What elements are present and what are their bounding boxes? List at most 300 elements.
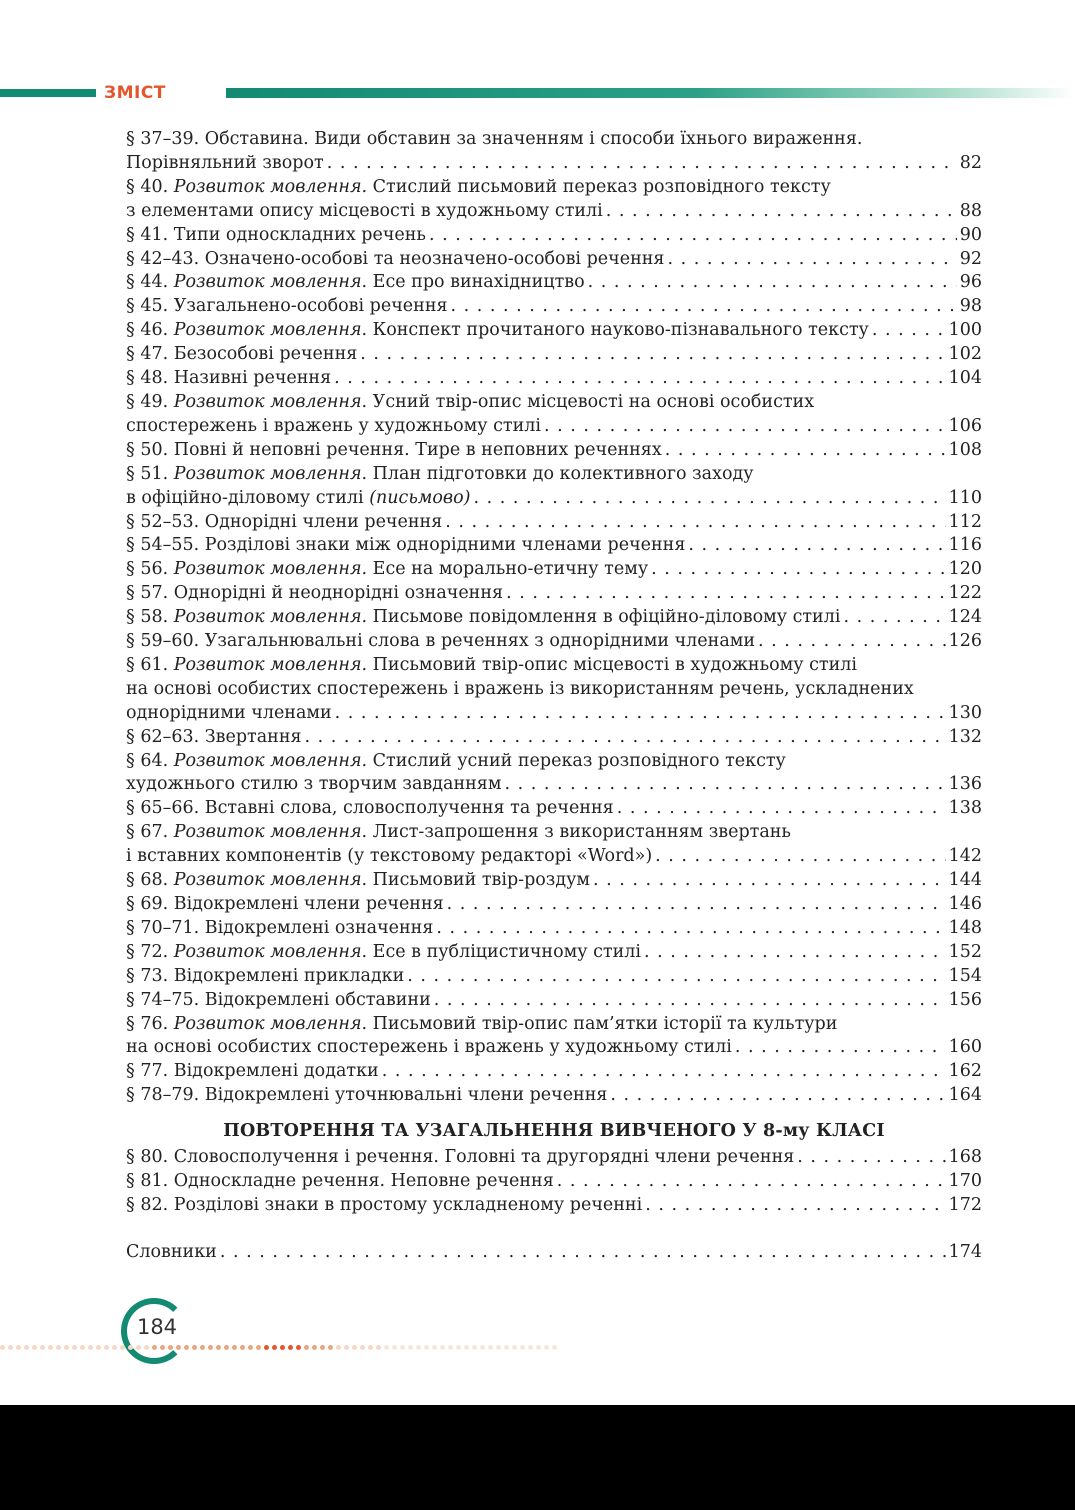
toc-entry-line (126, 654, 982, 678)
toc-entry-title (126, 917, 433, 941)
footer-dot (40, 1345, 45, 1350)
footer-dot (440, 1345, 445, 1350)
footer-dot (104, 1345, 109, 1350)
toc-entry-title (126, 726, 302, 750)
toc-entry-text: § 70–71. Відокремлені означення (126, 917, 434, 938)
toc-entry-title (126, 989, 431, 1013)
toc-entry-text: Есе в публіцистичному стилі (367, 941, 641, 962)
page-ref: 154 (948, 965, 982, 986)
toc-entry (126, 295, 982, 319)
section-number: § 76. (126, 1013, 174, 1034)
page-ref: 142 (948, 846, 982, 867)
toc-entry-last-line (126, 845, 982, 869)
topic-label: Розвиток мовлення. (173, 941, 368, 962)
footer-dot (176, 1345, 181, 1350)
page-ref: 102 (948, 344, 982, 365)
toc-entry-text: Письмове повідомлення в офіційно-діловому стилі (367, 607, 841, 628)
page-ref: 148 (948, 917, 982, 938)
footer-dot (128, 1345, 133, 1350)
page-ref: 100 (948, 320, 982, 341)
topic-label: Розвиток мовлення. (173, 750, 368, 771)
section-number: § 61. (126, 654, 174, 675)
footer-dot (352, 1345, 357, 1350)
toc-entry (126, 630, 982, 654)
dot-leader (447, 893, 946, 917)
dot-leader (334, 367, 945, 391)
page-ref: 82 (959, 152, 982, 173)
toc-entry-title (126, 271, 585, 295)
toc-entry-title (126, 582, 503, 606)
dot-leader (735, 1036, 946, 1060)
toc-entry-text: § 74–75. Відокремлені обставини (126, 989, 431, 1010)
toc-entry-text: § 65–66. Вставні слова, словосполучення та речення (126, 798, 614, 819)
toc-entry-text: Конспект прочитаного науково-пізнавального тексту (367, 320, 869, 341)
page-ref: 136 (948, 774, 982, 795)
toc-entry-text: § 42–43. Означено-особові та неозначено-особові речення (126, 248, 665, 269)
footer-dot (144, 1345, 149, 1350)
toc-entry-text: Лист-запрошення з використанням звертань (367, 822, 791, 843)
dot-leader (436, 917, 945, 941)
footer-dot (496, 1345, 501, 1350)
topic-label: Розвиток мовлення. (173, 463, 368, 484)
page-ref: 146 (948, 894, 982, 914)
dot-leader (327, 152, 957, 176)
page-ref: 126 (948, 631, 982, 652)
footer-dot (312, 1345, 317, 1350)
toc-entry-last-line (126, 869, 982, 893)
page-ref: 96 (959, 272, 982, 293)
toc-entry (126, 1146, 982, 1170)
dot-leader (617, 797, 946, 821)
topic-label: Розвиток мовлення. (173, 654, 368, 675)
page-ref: 164 (948, 1085, 982, 1106)
footer-dotted-line (0, 1342, 560, 1352)
toc-entry-last-line (126, 200, 982, 224)
page-ref: 108 (948, 439, 982, 460)
dot-leader (451, 295, 957, 319)
toc-entry-title (126, 606, 840, 630)
toc-entry-text: Словники (126, 1241, 217, 1262)
toc-entry-title (126, 1060, 379, 1084)
section-number: § 46. (126, 320, 174, 341)
toc-entry (126, 893, 982, 917)
header-bar-left (0, 89, 96, 97)
toc-entry-title (126, 1194, 642, 1218)
footer-dot (400, 1345, 405, 1350)
toc-entry-last-line (126, 893, 982, 917)
toc-entry-title (126, 797, 614, 821)
section-heading: ПОВТОРЕННЯ ТА УЗАГАЛЬНЕННЯ ВИВЧЕНОГО У 8-му КЛАСІ (223, 1121, 885, 1142)
toc-entry (126, 1241, 982, 1265)
toc-entry-text: § 45. Узагальнено-особові речення (126, 296, 448, 317)
page-ref: 170 (948, 1170, 982, 1191)
toc-entry-last-line (126, 224, 982, 248)
toc-entry (126, 128, 982, 176)
topic-label: Розвиток мовлення. (173, 559, 368, 580)
toc-entry (126, 750, 982, 798)
footer-dot (328, 1345, 333, 1350)
toc-entry-last-line (126, 1170, 982, 1194)
footer-dot (136, 1345, 141, 1350)
toc-entry-text: на основі особистих спостережень і вражень у художньому стилі (126, 1037, 732, 1058)
toc-entry-text: Есе про винахідництво (367, 272, 585, 293)
page-ref: 88 (959, 200, 982, 221)
dot-leader (667, 248, 956, 272)
toc-entry-title (126, 845, 652, 869)
toc-entry-text: § 62–63. Звертання (126, 726, 302, 747)
footer-dot (392, 1345, 397, 1350)
toc-entry-last-line (126, 511, 982, 535)
page-number: 184 (136, 1315, 178, 1339)
footer-dot (472, 1345, 477, 1350)
toc-entry-line (126, 750, 982, 774)
dot-leader (544, 415, 946, 439)
toc-entry (126, 1084, 982, 1108)
dot-leader (655, 845, 945, 869)
toc-entry-last-line (126, 343, 982, 367)
section-number: § 44. (126, 272, 174, 293)
toc-entry-title (126, 1084, 607, 1108)
toc-entry-text: Письмовий твір-опис пам’ятки історії та культури (367, 1013, 838, 1034)
toc-entry-text: і вставних компонентів (у текстовому редакторі «Word») (126, 846, 653, 867)
footer-dot (192, 1345, 197, 1350)
page-ref: 160 (948, 1037, 982, 1058)
toc-entry (126, 821, 982, 869)
toc-entry (126, 726, 982, 750)
footer-dot (152, 1345, 157, 1350)
toc-entry-last-line (126, 1146, 982, 1170)
page-ref: 106 (948, 415, 982, 436)
toc-entry (126, 989, 982, 1013)
footer-dot (432, 1345, 437, 1350)
toc-entry-line (126, 176, 982, 200)
page-ref: 138 (948, 798, 982, 819)
toc-entry-note: (письмово) (369, 487, 471, 508)
toc-entry (126, 558, 982, 582)
footer-dot (72, 1345, 77, 1350)
topic-label: Розвиток мовлення. (173, 176, 368, 197)
section-number: § 64. (126, 750, 174, 771)
page-ref: 124 (948, 607, 982, 628)
toc-entry-text: Письмовий твір-роздум (367, 870, 591, 891)
footer-dot (488, 1345, 493, 1350)
dot-leader (665, 439, 946, 463)
footer-dot (0, 1345, 5, 1350)
toc-entry (126, 271, 982, 295)
dot-leader (473, 487, 945, 511)
dot-leader (644, 941, 946, 965)
toc-entry-title (126, 224, 426, 248)
page-ref: 98 (959, 296, 982, 317)
toc-entry-last-line (126, 1084, 982, 1108)
page-ref: 152 (948, 941, 982, 962)
toc-entry-text: § 78–79. Відокремлені уточнювальні члени речення (126, 1085, 608, 1106)
toc-entry-text: § 80. Словосполучення і речення. Головні та другорядні члени речення (126, 1147, 795, 1168)
toc-entry-text: § 52–53. Однорідні члени речення (126, 511, 443, 532)
toc-entry-text: § 54–55. Розділові знаки між однорідними членами речення (126, 535, 686, 556)
page-ref: 112 (948, 511, 982, 532)
footer-dot (88, 1345, 93, 1350)
toc-entry (126, 248, 982, 272)
toc-entry-last-line (126, 1036, 982, 1060)
toc-entry-last-line (126, 726, 982, 750)
footer-dot (96, 1345, 101, 1350)
toc-entry (126, 654, 982, 726)
toc-entry-text: § 41. Типи односкладних речень (126, 224, 426, 245)
dot-leader (429, 224, 957, 248)
toc-entry-line (126, 821, 982, 845)
topic-label: Розвиток мовлення. (173, 607, 368, 628)
toc-entry-last-line (126, 487, 982, 511)
dot-leader (382, 1060, 946, 1084)
footer-dot (224, 1345, 229, 1350)
toc-main-list (126, 128, 982, 1108)
toc-entry-line (126, 1013, 982, 1037)
toc-entry-last-line (126, 1060, 982, 1084)
footer-dot (216, 1345, 221, 1350)
section-number: § 51. (126, 463, 174, 484)
page-ref: 130 (948, 702, 982, 723)
dot-leader (797, 1146, 945, 1170)
page-ref: 104 (948, 368, 982, 389)
toc-entry-text: § 47. Безособові речення (126, 344, 358, 365)
toc-entry-text: § 73. Відокремлені прикладки (126, 965, 405, 986)
dot-leader (504, 773, 945, 797)
dot-leader (360, 343, 945, 367)
table-of-contents (126, 128, 982, 1265)
footer-dot (416, 1345, 421, 1350)
header-bar-right (226, 88, 1075, 98)
toc-entry (126, 367, 982, 391)
toc-entry-last-line (126, 797, 982, 821)
section-number: § 49. (126, 391, 174, 412)
toc-entry-line (126, 678, 982, 702)
dot-leader (305, 726, 946, 750)
footer-dot (344, 1345, 349, 1350)
toc-entry-title (126, 534, 685, 558)
footer-dot (544, 1345, 549, 1350)
section-number: § 72. (126, 941, 174, 962)
toc-entry-title (126, 941, 641, 965)
dot-leader (843, 606, 945, 630)
toc-entry-last-line (126, 773, 982, 797)
toc-entry (126, 534, 982, 558)
toc-entry-title (126, 367, 331, 391)
footer-dot (208, 1345, 213, 1350)
toc-entry (126, 224, 982, 248)
toc-entry (126, 941, 982, 965)
page-ref: 168 (948, 1147, 982, 1168)
footer-dot (56, 1345, 61, 1350)
toc-entry-title (126, 893, 444, 917)
page-ref: 122 (948, 583, 982, 604)
toc-entry (126, 869, 982, 893)
toc-entry-text: § 37–39. Обставина. Види обставин за значенням і способи їхнього вираження. (126, 129, 863, 149)
footer-dot (248, 1345, 253, 1350)
toc-entry-last-line (126, 248, 982, 272)
toc-entry (126, 965, 982, 989)
footer-dot (16, 1345, 21, 1350)
page-ref: 110 (948, 487, 982, 508)
toc-entry-text: з елементами опису місцевості в художньому стилі (126, 200, 603, 221)
dot-leader (445, 511, 945, 535)
toc-entry (126, 917, 982, 941)
dot-leader (335, 702, 946, 726)
toc-entry (126, 511, 982, 535)
page-ref: 92 (959, 248, 982, 269)
toc-entry-text: § 48. Називні речення (126, 368, 332, 389)
toc-entry-title (126, 415, 541, 439)
toc-entry-last-line (126, 1194, 982, 1218)
toc-entry-title (126, 773, 501, 797)
footer-dot (504, 1345, 509, 1350)
dot-leader (606, 200, 957, 224)
toc-entry-last-line (126, 439, 982, 463)
footer-dot (528, 1345, 533, 1350)
toc-entry-text: художнього стилю з творчим завданням (126, 774, 502, 795)
toc-entry-last-line (126, 319, 982, 343)
footer-dot (64, 1345, 69, 1350)
dot-leader (220, 1241, 946, 1265)
toc-dictionary (126, 1241, 982, 1265)
toc-entry (126, 1194, 982, 1218)
footer-dot (520, 1345, 525, 1350)
toc-entry-text: § 81. Односкладне речення. Неповне речення (126, 1170, 554, 1191)
topic-label: Розвиток мовлення. (173, 1013, 368, 1034)
toc-entry-text: § 59–60. Узагальнювальні слова в реченнях з однорідними членами (126, 631, 756, 652)
toc-entry-last-line (126, 1241, 982, 1265)
toc-entry-text: § 69. Відокремлені члени речення (126, 894, 444, 914)
toc-entry-text: однорідними членами (126, 702, 332, 723)
toc-entry-text: Усний твір-опис місцевості на основі особистих (367, 391, 815, 412)
footer-dot (464, 1345, 469, 1350)
footer-dot (536, 1345, 541, 1350)
dot-leader (506, 582, 946, 606)
toc-entry-last-line (126, 534, 982, 558)
toc-entry-text: в офіційно-діловому стилі (126, 487, 370, 508)
toc-entry-text: Порівняльний зворот (126, 152, 324, 173)
footer-dot (288, 1345, 293, 1350)
toc-entry-text: § 82. Розділові знаки в простому ускладненому реченні (126, 1194, 643, 1215)
toc-entry-text: Письмовий твір-опис місцевості в художньому стилі (367, 654, 857, 675)
toc-entry-last-line (126, 295, 982, 319)
header-title: ЗМІСТ (104, 83, 166, 103)
topic-label: Розвиток мовлення. (173, 391, 368, 412)
topic-label: Розвиток мовлення. (173, 822, 368, 843)
toc-entry-title (126, 343, 357, 367)
toc-entry (126, 439, 982, 463)
section-number: § 56. (126, 559, 174, 580)
footer-dot (384, 1345, 389, 1350)
footer-dot (120, 1345, 125, 1350)
toc-entry-title (126, 200, 603, 224)
toc-entry-text: спостережень і вражень у художньому стилі (126, 415, 541, 436)
dot-leader (434, 989, 946, 1013)
dot-leader (688, 534, 945, 558)
page-ref: 156 (948, 989, 982, 1010)
footer-dot (32, 1345, 37, 1350)
footer-dot (112, 1345, 117, 1350)
footer-dot (456, 1345, 461, 1350)
section-number: § 67. (126, 822, 174, 843)
dot-leader (407, 965, 945, 989)
dot-leader (593, 869, 946, 893)
footer-dot (232, 1345, 237, 1350)
footer-dot (240, 1345, 245, 1350)
footer-dot (320, 1345, 325, 1350)
page-ref: 90 (959, 224, 982, 245)
footer-dot (368, 1345, 373, 1350)
dot-leader (645, 1194, 945, 1218)
section-number: § 58. (126, 607, 174, 628)
toc-entry-last-line (126, 367, 982, 391)
toc-entry (126, 463, 982, 511)
toc-entry-last-line (126, 558, 982, 582)
toc-entry-title (126, 558, 648, 582)
toc-entry-text: План підготовки до колективного заходу (367, 463, 754, 484)
toc-entry-title (126, 702, 332, 726)
toc-entry-title (126, 152, 324, 176)
toc-entry-text: § 77. Відокремлені додатки (126, 1061, 379, 1082)
toc-entry-title (126, 869, 590, 893)
footer-dot (160, 1345, 165, 1350)
toc-entry (126, 319, 982, 343)
footer-dot (448, 1345, 453, 1350)
dot-leader (610, 1084, 945, 1108)
toc-entry-last-line (126, 989, 982, 1013)
toc-entry-last-line (126, 152, 982, 176)
toc-entry-last-line (126, 415, 982, 439)
toc-entry-title (126, 1036, 732, 1060)
toc-entry-text: Стислий письмовий переказ розповідного тексту (367, 176, 831, 197)
toc-entry-title (126, 1241, 217, 1265)
footer-dot (408, 1345, 413, 1350)
footer-dot (336, 1345, 341, 1350)
dot-leader (758, 630, 946, 654)
toc-entry-line (126, 391, 982, 415)
page-ref: 174 (948, 1241, 982, 1262)
toc-entry-last-line (126, 271, 982, 295)
dot-leader (588, 271, 957, 295)
page-ref: 116 (948, 535, 982, 556)
toc-entry (126, 606, 982, 630)
dot-leader (557, 1170, 946, 1194)
page-ref: 120 (948, 559, 982, 580)
toc-entry (126, 343, 982, 367)
toc-entry (126, 1013, 982, 1061)
spacer (126, 1218, 982, 1241)
toc-entry-title (126, 487, 470, 511)
topic-label: Розвиток мовлення. (173, 272, 368, 293)
toc-entry-line (126, 128, 982, 152)
footer-dot (304, 1345, 309, 1350)
toc-entry-text: § 50. Повні й неповні речення. Тире в неповних реченнях (126, 439, 662, 460)
toc-entry-line (126, 463, 982, 487)
dot-leader (872, 319, 946, 343)
toc-entry-last-line (126, 965, 982, 989)
toc-entry-last-line (126, 606, 982, 630)
toc-entry (126, 1170, 982, 1194)
toc-entry (126, 1060, 982, 1084)
section-number: § 40. (126, 176, 174, 197)
toc-entry-title (126, 511, 442, 535)
page-ref: 132 (948, 726, 982, 747)
toc-entry-title (126, 965, 404, 989)
footer-dot (264, 1345, 269, 1350)
footer-dot (184, 1345, 189, 1350)
toc-entry-title (126, 630, 755, 654)
toc-entry-text: § 57. Однорідні й неоднорідні означення (126, 583, 504, 604)
